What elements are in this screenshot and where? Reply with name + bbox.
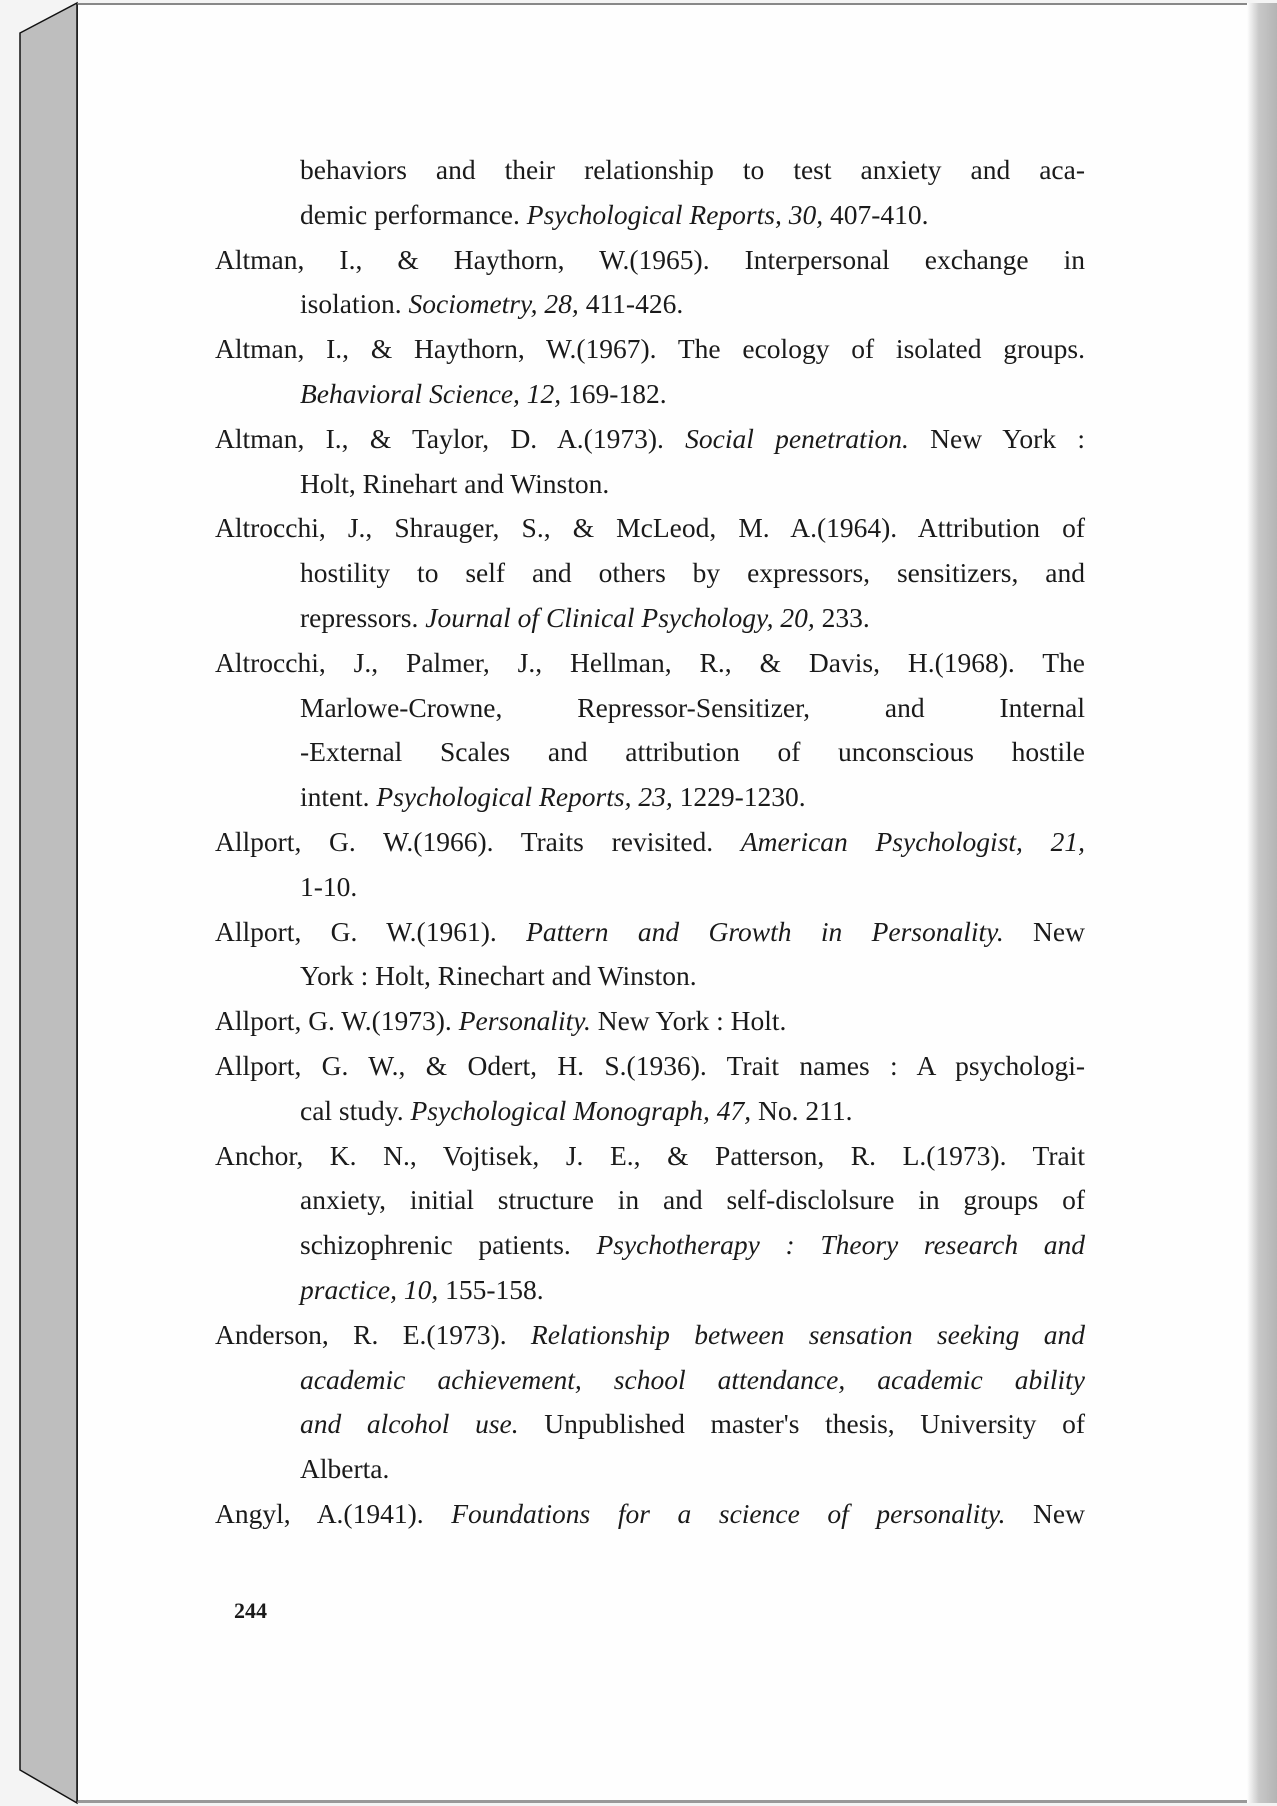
reference-line (300, 959, 697, 993)
reference-italic-text: Personality. (458, 1005, 591, 1037)
reference-line (215, 915, 1085, 949)
reference-italic-text: Psychological Reports, 23, (376, 781, 673, 813)
reference-text: behaviors and their relationship to test anxiety and aca- (300, 154, 1085, 185)
reference-text: New York : (908, 422, 1085, 454)
reference-line (300, 287, 683, 321)
reference-line (215, 332, 1085, 366)
reference-text: cal study. (300, 1094, 411, 1126)
reference-text: Anderson, R. E.(1973). (215, 1318, 531, 1350)
page-number: 244 (234, 1598, 267, 1623)
reference-line (300, 735, 1085, 769)
reference-line (215, 1497, 1085, 1531)
reference-text: repressors. (300, 602, 426, 633)
reference-text: New (1005, 1498, 1085, 1529)
page-edge-shadow (1247, 3, 1277, 1803)
reference-line (215, 243, 1085, 277)
reference-italic-text: Pattern and Growth in Personality. (526, 915, 1004, 947)
reference-text: anxiety, initial structure in and self-disclolsure in groups of (300, 1184, 1085, 1216)
reference-italic-text: American Psychologist, 21, (740, 826, 1085, 857)
reference-italic-text: Sociometry, 28, (408, 288, 579, 320)
reference-text: hostility to self and others by expressors, sensitizers, and (300, 557, 1085, 589)
reference-text: intent. (300, 781, 377, 813)
reference-text: isolation. (300, 288, 409, 320)
reference-text: Altman, I., & Haythorn, W.(1967). The ecology of isolated groups. (215, 333, 1085, 365)
reference-text: Angyl, A.(1941). (215, 1498, 452, 1529)
reference-line (300, 1452, 389, 1486)
reference-italic-text: Journal of Clinical Psychology, 20, (425, 602, 815, 633)
reference-text: Altrocchi, J., Shrauger, S., & McLeod, M. A.(1964). Attribution of (215, 512, 1085, 544)
reference-line (300, 1407, 1085, 1441)
reference-line (300, 1363, 1085, 1397)
reference-text: 1-10. (300, 870, 358, 902)
reference-text: Anchor, K. N., Vojtisek, J. E., & Patterson, R. L.(1973). Trait (215, 1139, 1085, 1171)
reference-text: 155-158. (438, 1274, 544, 1305)
reference-text: New (1003, 915, 1085, 947)
reference-line (300, 198, 929, 232)
reference-text: New York : Holt. (590, 1005, 787, 1037)
reference-text: Altman, I., & Haythorn, W.(1965). Interpersonal exchange in (215, 243, 1085, 275)
reference-line (300, 870, 357, 904)
reference-text: 233. (814, 602, 870, 633)
reference-italic-text: Behavioral Science, 12, (300, 378, 562, 409)
reference-italic-text: Psychological Monograph, 47, (410, 1094, 752, 1126)
reference-text: -External Scales and attribution of unconscious hostile (300, 736, 1085, 768)
reference-line (215, 422, 1085, 456)
reference-text: Altman, I., & Taylor, D. A.(1973). (215, 422, 686, 454)
reference-line (215, 1318, 1085, 1352)
reference-text: Allport, G. W.(1961). (215, 915, 527, 947)
reference-text: schizophrenic patients. (300, 1229, 597, 1261)
reference-line (215, 511, 1085, 545)
reference-line (300, 377, 667, 411)
reference-line (300, 153, 1085, 187)
reference-text: Holt, Rinehart and Winston. (300, 467, 610, 499)
reference-line (300, 1094, 852, 1128)
reference-line (215, 1004, 786, 1038)
reference-line (300, 780, 806, 814)
reference-text: Alberta. (300, 1453, 390, 1485)
reference-text: Altrocchi, J., Palmer, J., Hellman, R., & Davis, H.(1968). The (215, 646, 1085, 678)
reference-text: Allport, G. W., & Odert, H. S.(1936). Trait names : A psychologi- (215, 1050, 1085, 1081)
reference-line (300, 556, 1085, 590)
reference-line (300, 1228, 1085, 1262)
reference-text: Allport, G. W.(1966). Traits revisited. (215, 826, 741, 857)
reference-line (215, 1139, 1085, 1173)
reference-line (215, 825, 1085, 859)
reference-text: 169-182. (561, 378, 667, 409)
reference-text: Marlowe-Crowne, Repressor-Sensitizer, and Internal (300, 691, 1085, 723)
reference-italic-text: Foundations for a science of personality. (451, 1498, 1006, 1529)
reference-line (300, 601, 870, 635)
reference-text: No. 211. (751, 1094, 853, 1126)
reference-italic-text: Relationship between sensation seeking and (530, 1318, 1085, 1350)
reference-line (300, 467, 609, 501)
reference-text: York : Holt, Rinechart and Winston. (300, 960, 697, 992)
reference-line (215, 1049, 1085, 1083)
reference-text: 1229-1230. (672, 781, 806, 813)
reference-line (300, 691, 1085, 725)
reference-italic-text: and alcohol use. (300, 1408, 519, 1440)
reference-text: 411-426. (578, 288, 684, 320)
reference-line (215, 646, 1085, 680)
reference-text: Allport, G. W.(1973). (215, 1005, 459, 1037)
reference-italic-text: practice, 10, (300, 1274, 439, 1305)
reference-italic-text: Psychotherapy : Theory research and (596, 1229, 1086, 1261)
reference-line (300, 1183, 1085, 1217)
reference-text: Unpublished master's thesis, University of (518, 1408, 1085, 1440)
reference-italic-text: Psychological Reports, 30, (526, 198, 824, 230)
reference-italic-text: Social penetration. (685, 422, 909, 454)
reference-italic-text: academic achievement, school attendance, academic ability (300, 1363, 1085, 1395)
reference-text: demic performance. (300, 198, 527, 230)
reference-line (300, 1273, 544, 1307)
reference-text: 407-410. (823, 198, 929, 230)
